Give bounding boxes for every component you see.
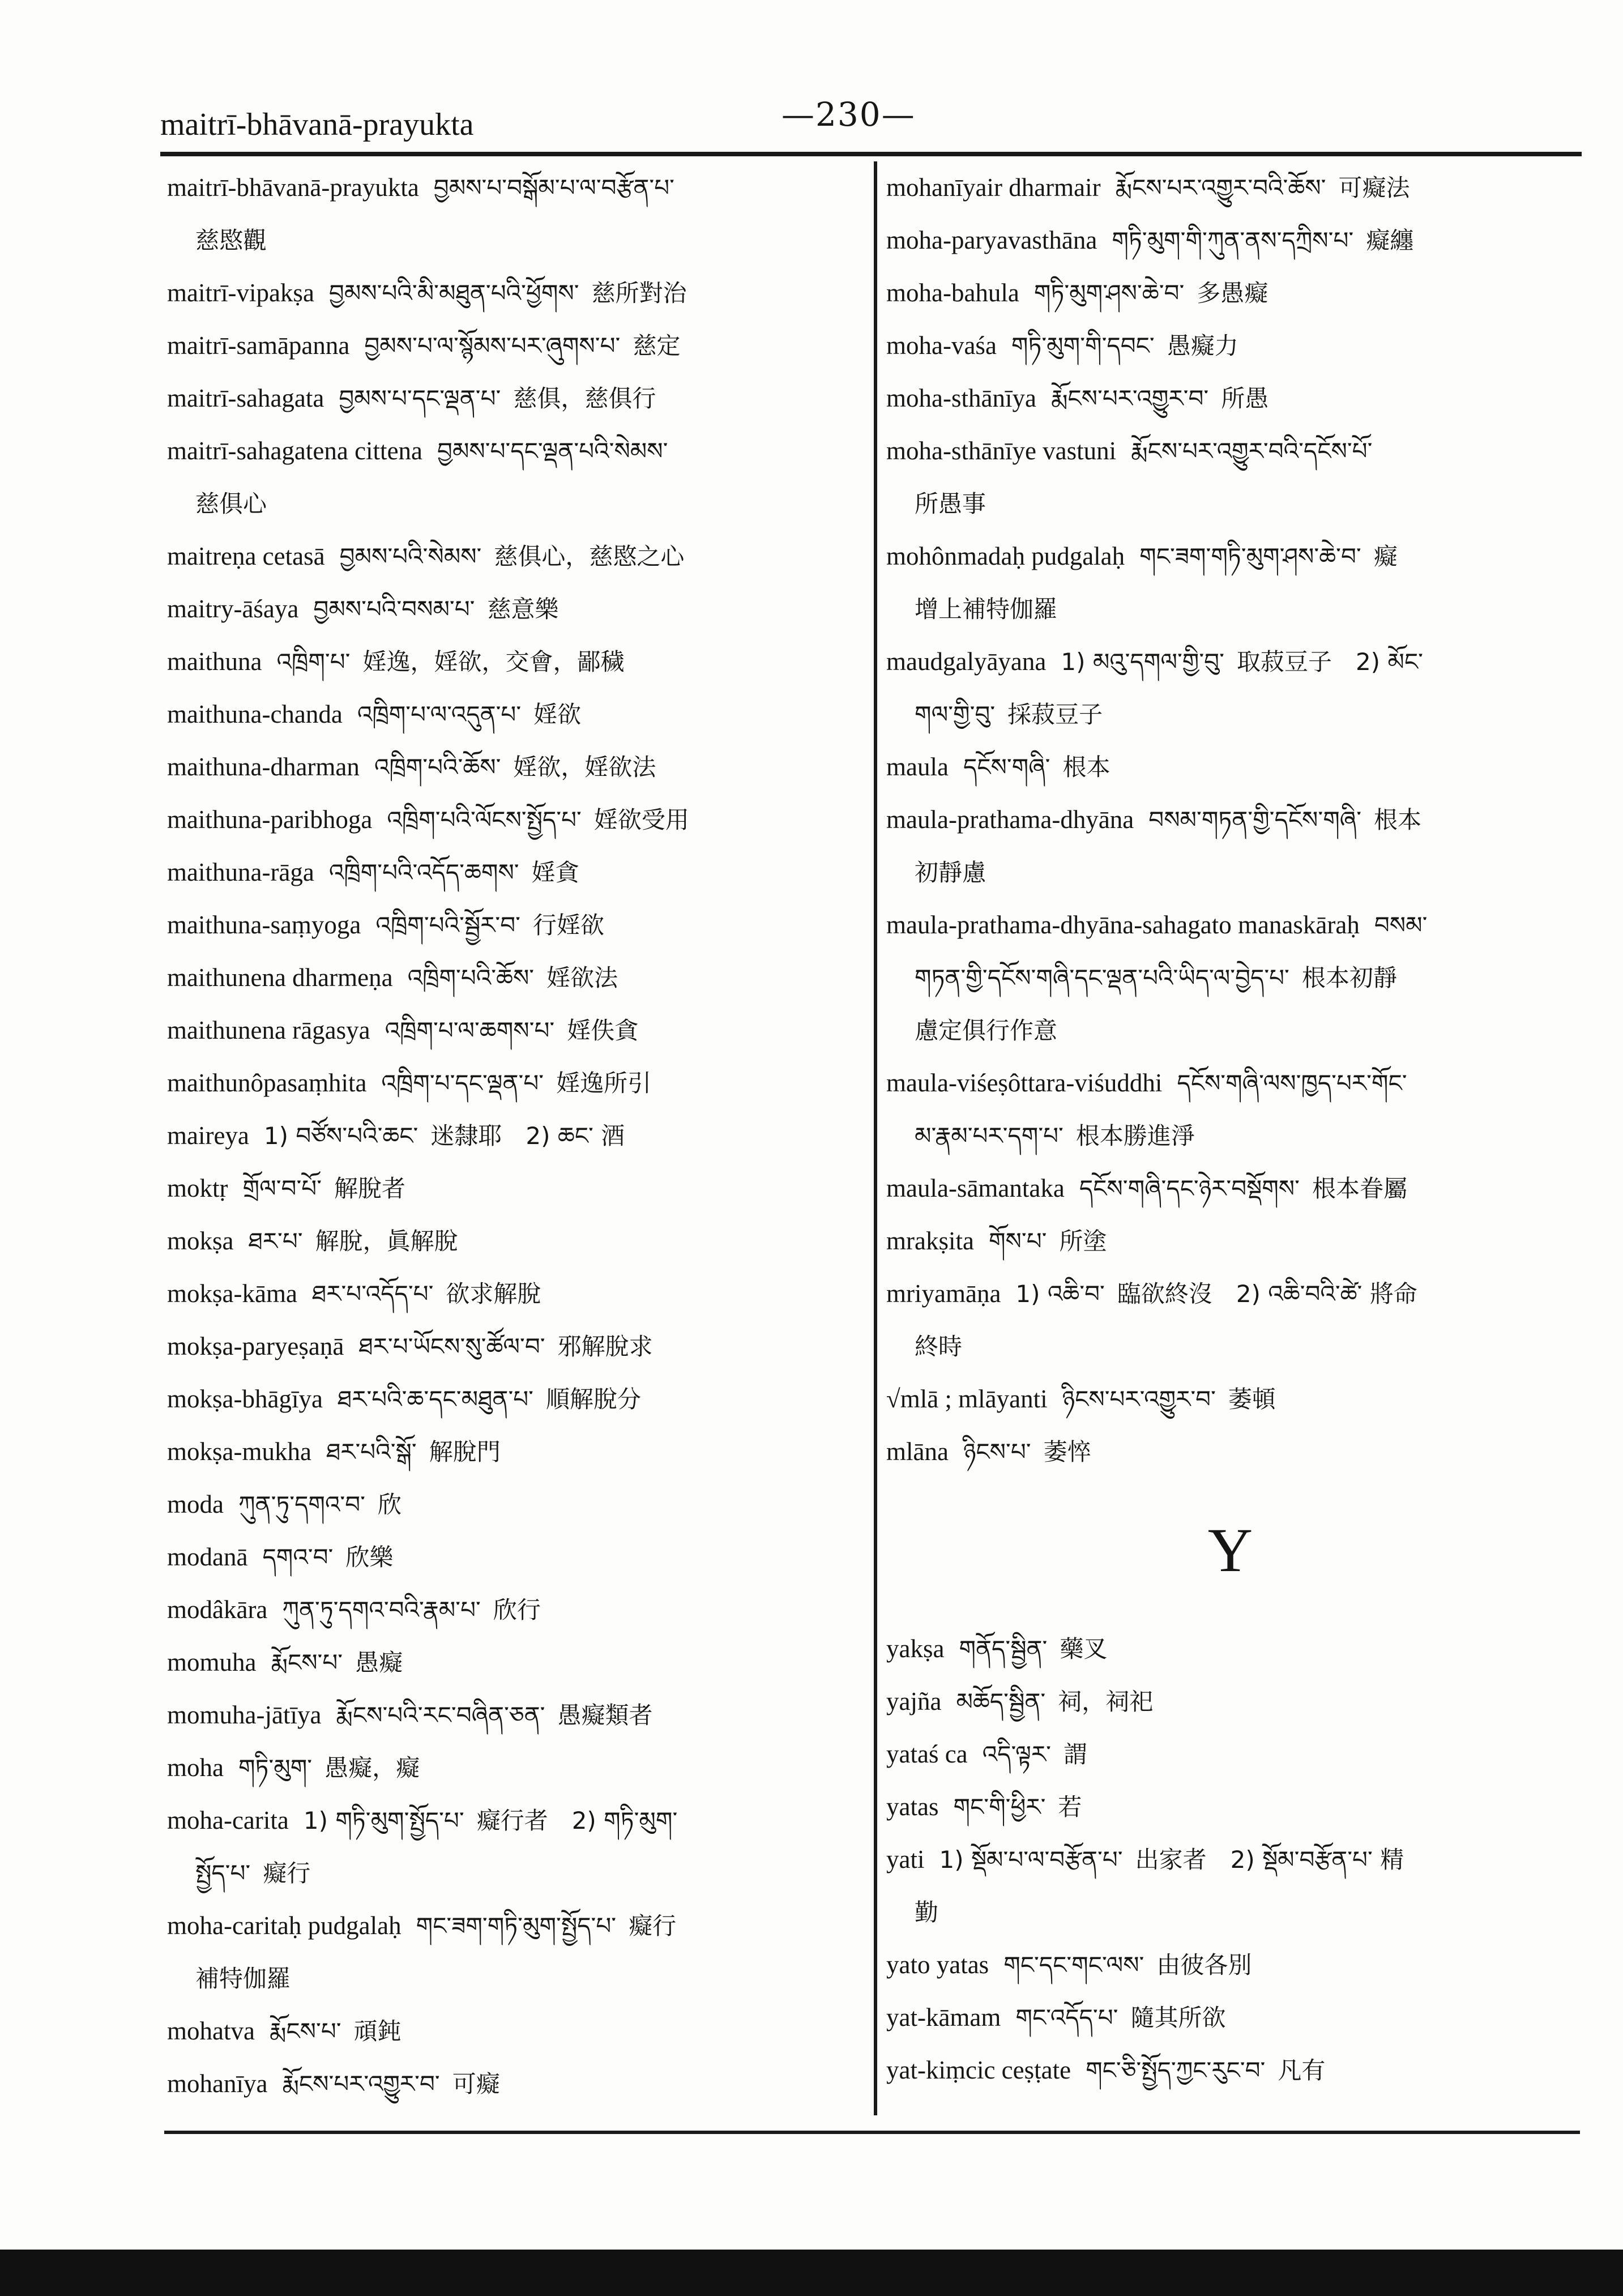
entry-chinese: 慮定俱行作意	[915, 1017, 1058, 1044]
entry-headword: maula	[886, 753, 949, 781]
dictionary-entry	[167, 1636, 855, 1689]
entry-headword: moha	[167, 1753, 224, 1782]
entry-tibetan: རྨོངས་པར་འགྱུར་བའི་ཆོས་	[1115, 174, 1326, 202]
entry-chinese: 所愚事	[915, 490, 986, 518]
entry-headword: maireya	[167, 1121, 249, 1150]
dictionary-entry	[886, 1833, 1574, 1886]
entry-headword: yajña	[886, 1687, 942, 1715]
entry-tibetan: ཐར་པ་ཡོངས་སུ་ཚོལ་བ་	[358, 1333, 545, 1360]
entry-tibetan: དངོས་གཞི་	[963, 753, 1050, 781]
entry-headword: mokṣa-bhāgīya	[167, 1385, 323, 1413]
entry-chinese: 取菽豆子 2) མོང་	[1236, 648, 1423, 676]
entry-continuation-line	[167, 214, 855, 267]
entry-chinese: 萎悴	[1043, 1438, 1091, 1466]
entry-chinese: 所愚	[1221, 385, 1269, 412]
entry-chinese: 根本初靜	[1301, 964, 1397, 992]
entry-tibetan: གོས་པ་	[988, 1227, 1047, 1255]
entry-tibetan: བྱམས་པའི་སེམས་	[339, 543, 482, 570]
dictionary-entry	[886, 214, 1574, 267]
entry-tibetan: ཐར་པའི་སྒོ་	[326, 1438, 417, 1466]
entry-tibetan: བྱམས་པ་དང་ལྡན་པའི་སེམས་	[437, 437, 668, 465]
dictionary-entry	[167, 1057, 855, 1109]
entry-tibetan: བྱམས་པ་ལ་སྙོམས་པར་ཞུགས་པ་	[364, 332, 621, 360]
entry-chinese: 根本眷屬	[1312, 1175, 1407, 1202]
dictionary-entry	[886, 1268, 1574, 1320]
entry-tibetan: རྨོངས་པ་	[271, 1649, 343, 1676]
entry-headword: maithunena dharmeṇa	[167, 963, 393, 992]
entry-chinese: 可癡	[452, 2070, 500, 2098]
entry-chinese: 愚癡力	[1167, 332, 1238, 360]
entry-chinese: 補特伽羅	[195, 1965, 291, 1992]
dictionary-entry	[167, 1320, 855, 1373]
entry-tibetan: 1) གཏི་མུག་སྤྱོད་པ་	[303, 1807, 464, 1834]
entry-continuation-line	[886, 846, 1574, 899]
dictionary-entry	[167, 1373, 855, 1426]
entry-tibetan: འཁྲིག་པ་དང་ལྡན་པ་	[381, 1069, 544, 1097]
entry-chinese: 邪解脫求	[557, 1333, 653, 1360]
entry-headword: maithuna-chanda	[167, 700, 343, 728]
entry-tibetan: 1) བཙོས་པའི་ཆང་	[263, 1122, 418, 1150]
dictionary-entry	[886, 372, 1574, 425]
top-rule	[160, 152, 1582, 156]
dictionary-entry	[167, 741, 855, 793]
entry-headword: mriyamāṇa	[886, 1279, 1001, 1308]
entry-continuation-line	[167, 477, 855, 530]
dictionary-entry	[886, 1373, 1574, 1426]
entry-tibetan: རྨོངས་པའི་རང་བཞིན་ཅན་	[336, 1701, 545, 1729]
dictionary-entry	[167, 1794, 855, 1847]
entry-tibetan: བསམ་གཏན་གྱི་དངོས་གཞི་	[1148, 806, 1362, 834]
running-head: maitrī-bhāvanā-prayukta	[160, 107, 474, 142]
entry-headword: maithuna-paribhoga	[167, 805, 373, 834]
entry-tibetan: གང་གི་ཕྱིར་	[953, 1793, 1046, 1821]
dictionary-entry	[886, 1215, 1574, 1268]
dictionary-entry	[167, 1426, 855, 1478]
right-column	[886, 161, 1574, 2097]
entry-tibetan: ཀུན་ཏུ་དགའ་བ་	[238, 1491, 365, 1518]
dictionary-entry	[167, 1109, 855, 1162]
entry-tibetan: བསམ་	[1374, 911, 1428, 939]
entry-chinese: 婬逸所引	[556, 1069, 652, 1097]
left-column	[167, 161, 855, 2110]
entry-headword: yatas	[886, 1793, 939, 1821]
entry-tibetan: གཏི་མུག་	[238, 1754, 313, 1782]
dictionary-entry	[167, 1268, 855, 1320]
entry-headword: maula-sāmantaka	[886, 1174, 1065, 1202]
entry-chinese: 婬欲法	[546, 964, 618, 992]
entry-chinese: 慈所對治	[591, 279, 687, 307]
entry-headword: mokṣa-kāma	[167, 1279, 297, 1308]
entry-tibetan: 1) མའུ་དགལ་གྱི་བུ་	[1061, 648, 1224, 676]
entry-headword: maitry-āśaya	[167, 595, 299, 623]
entry-tibetan: ཉིངས་པར་འགྱུར་བ་	[1062, 1385, 1216, 1413]
entry-headword: momuha-jātīya	[167, 1701, 322, 1729]
entry-chinese: 凡有	[1278, 2056, 1326, 2084]
entry-tibetan: དངོས་གཞི་དང་ཉེར་བསྡོགས་	[1079, 1175, 1300, 1202]
right-column-m-entries	[886, 161, 1574, 1478]
entry-headword: moha-carita	[167, 1806, 289, 1834]
entry-headword: maitreṇa cetasā	[167, 542, 325, 570]
entry-chinese: 行婬欲	[532, 911, 604, 939]
right-column-y-entries	[886, 1623, 1574, 2097]
entry-headword: mlāna	[886, 1437, 949, 1466]
entry-chinese: 愚癡	[355, 1649, 403, 1676]
entry-chinese: 順解脫分	[546, 1385, 642, 1413]
entry-tibetan: འཁྲིག་པའི་འདོད་ཆགས་	[328, 859, 519, 886]
dictionary-entry	[167, 319, 855, 372]
entry-chinese: 頑鈍	[353, 2017, 402, 2045]
entry-headword: √mlā ; mlāyanti	[886, 1385, 1048, 1413]
entry-chinese: 謂	[1063, 1740, 1087, 1768]
dictionary-entry	[167, 2005, 855, 2058]
entry-headword: yato yatas	[886, 1951, 989, 1979]
entry-chinese: 欲求解脫	[446, 1280, 541, 1308]
entry-tibetan: བྱམས་པའི་མི་མཐུན་པའི་ཕྱོགས་	[328, 279, 579, 307]
dictionary-entry	[167, 635, 855, 688]
dictionary-entry	[167, 267, 855, 319]
dictionary-entry	[167, 1900, 855, 1952]
entry-chinese: 出家者 2) སྡོམ་བརྩོན་པ་ 精	[1135, 1846, 1404, 1873]
entry-tibetan: གང་དང་གང་ལས་	[1003, 1951, 1144, 1979]
dictionary-entry	[167, 2058, 855, 2110]
entry-headword: maithunôpasaṃhita	[167, 1069, 367, 1097]
entry-chinese: 解脫，眞解脫	[315, 1227, 458, 1255]
entry-headword: mrakṣita	[886, 1227, 974, 1255]
entry-tibetan: རྨོངས་པར་འགྱུར་བ་	[1050, 385, 1209, 412]
entry-headword: mohanīya	[167, 2069, 268, 2098]
dictionary-entry	[167, 1162, 855, 1215]
entry-chinese: 欣行	[493, 1596, 541, 1624]
entry-tibetan: གནོད་སྦྱིན་	[959, 1635, 1048, 1663]
dictionary-entry	[167, 1689, 855, 1742]
entry-continuation-line	[886, 951, 1574, 1004]
dictionary-entry	[167, 425, 855, 477]
entry-chinese: 癡纏	[1366, 227, 1414, 254]
dictionary-entry	[886, 1426, 1574, 1478]
entry-headword: moha-caritaḥ pudgalaḥ	[167, 1911, 402, 1940]
entry-headword: modanā	[167, 1543, 248, 1571]
entry-chinese: 婬欲	[533, 701, 582, 728]
entry-continuation-line	[167, 1847, 855, 1900]
entry-headword: maitrī-sahagata	[167, 384, 324, 412]
entry-chinese: 慈俱心，慈愍之心	[494, 543, 685, 570]
dictionary-entry	[167, 583, 855, 635]
entry-chinese: 藥叉	[1060, 1635, 1108, 1663]
entry-chinese: 慈俱，慈俱行	[513, 385, 656, 412]
entry-tibetan: གཏན་གྱི་དངོས་གཞི་དང་ལྡན་པའི་ཡིད་ལ་བྱེད་པ་	[915, 964, 1289, 992]
entry-chinese: 所塗	[1059, 1227, 1107, 1255]
entry-chinese: 終時	[915, 1333, 963, 1360]
entry-headword: moda	[167, 1490, 224, 1518]
entry-headword: yakṣa	[886, 1634, 945, 1663]
entry-headword: maitrī-samāpanna	[167, 331, 350, 360]
entry-tibetan: རྨོངས་པ་	[269, 2017, 341, 2045]
page-number: —230—	[781, 95, 916, 134]
entry-chinese: 慈定	[633, 332, 681, 360]
bottom-rule	[164, 2131, 1580, 2134]
entry-chinese: 婬逸，婬欲，交會，鄙穢	[362, 648, 625, 676]
entry-headword: maula-prathama-dhyāna	[886, 805, 1134, 834]
entry-tibetan: 1) སྡོམ་པ་ལ་བརྩོན་པ་	[939, 1846, 1123, 1873]
entry-chinese: 初靜慮	[915, 859, 986, 886]
entry-chinese: 慈愍觀	[195, 227, 267, 254]
dictionary-entry	[886, 161, 1574, 214]
dictionary-entry	[886, 1991, 1574, 2044]
dictionary-entry	[886, 793, 1574, 846]
entry-chinese: 隨其所欲	[1130, 2004, 1226, 2032]
entry-continuation-line	[886, 477, 1574, 530]
entry-chinese: 婬佚貪	[567, 1017, 639, 1044]
entry-chinese: 解脫者	[334, 1175, 406, 1202]
dictionary-entry	[886, 2044, 1574, 2097]
entry-chinese: 慈俱心	[195, 490, 267, 518]
entry-headword: maithuna-saṃyoga	[167, 911, 361, 939]
entry-chinese: 癡行者 2) གཏི་མུག་	[476, 1807, 678, 1834]
dictionary-entry	[886, 530, 1574, 583]
entry-tibetan: བྱམས་པའི་བསམ་པ་	[313, 595, 475, 623]
entry-headword: mokṣa	[167, 1227, 234, 1255]
entry-tibetan: བྱམས་པ་བསྒོམ་པ་ལ་བརྩོན་པ་	[433, 174, 674, 202]
entry-chinese: 可癡法	[1338, 174, 1410, 202]
entry-chinese: 萎頓	[1228, 1385, 1276, 1413]
entry-headword: moha-paryavasthāna	[886, 226, 1097, 254]
dictionary-entry	[886, 1162, 1574, 1215]
entry-tibetan: མཆོད་སྦྱིན་	[956, 1688, 1046, 1715]
dictionary-entry	[167, 951, 855, 1004]
entry-continuation-line	[886, 1886, 1574, 1939]
entry-continuation-line	[886, 688, 1574, 741]
entry-tibetan: 1) འཆི་བ་	[1015, 1280, 1105, 1308]
dictionary-entry	[167, 372, 855, 425]
entry-tibetan: གཏི་མུག་ཤས་ཆེ་བ་	[1033, 279, 1185, 307]
entry-chinese: 迷隸耶 2) ཆང་ 酒	[430, 1122, 625, 1150]
entry-headword: mohatva	[167, 2017, 255, 2045]
entry-tibetan: དགའ་བ་	[262, 1543, 334, 1571]
entry-tibetan: འཁྲིག་པའི་ཆོས་	[407, 964, 535, 992]
entry-headword: maitrī-bhāvanā-prayukta	[167, 173, 419, 202]
entry-headword: moktṛ	[167, 1174, 228, 1202]
entry-tibetan: ཉིངས་པ་	[963, 1438, 1031, 1466]
entry-tibetan: ཐར་པའི་ཆ་དང་མཐུན་པ་	[337, 1385, 534, 1413]
entry-headword: maithuna-dharman	[167, 753, 360, 781]
entry-chinese: 根本	[1062, 753, 1111, 781]
dictionary-entry	[886, 425, 1574, 477]
entry-chinese: 愚癡類者	[557, 1701, 653, 1729]
entry-tibetan: གང་འདོད་པ་	[1015, 2004, 1118, 2032]
entry-headword: maudgalyāyana	[886, 647, 1047, 676]
entry-headword: maula-viśeṣôttara-viśuddhi	[886, 1069, 1163, 1097]
entry-tibetan: འཁྲིག་པ་	[276, 648, 351, 676]
column-divider	[874, 161, 877, 2115]
entry-tibetan: གང་ཟག་གཏི་མུག་ཤས་ཆེ་བ་	[1139, 543, 1361, 570]
entry-chinese: 祠，祠祀	[1058, 1688, 1154, 1715]
dictionary-entry	[886, 319, 1574, 372]
dictionary-entry	[167, 793, 855, 846]
entry-headword: mokṣa-paryeṣaṇā	[167, 1332, 344, 1360]
dictionary-entry	[167, 1215, 855, 1268]
dictionary-entry	[886, 635, 1574, 688]
entry-headword: moha-vaśa	[886, 331, 997, 360]
entry-headword: moha-bahula	[886, 279, 1019, 307]
entry-tibetan: མ་རྣམ་པར་དག་པ་	[915, 1122, 1064, 1150]
entry-chinese: 若	[1058, 1793, 1082, 1821]
entry-chinese: 欣	[377, 1491, 402, 1518]
entry-chinese: 愚癡，癡	[324, 1754, 420, 1782]
entry-chinese: 婬欲受用	[593, 806, 689, 834]
entry-continuation-line	[167, 1952, 855, 2005]
entry-chinese: 增上補特伽羅	[915, 595, 1058, 623]
scan-edge-band	[0, 2250, 1623, 2296]
entry-chinese: 根本勝進淨	[1075, 1122, 1195, 1150]
entry-chinese: 婬欲，婬欲法	[513, 753, 656, 781]
entry-tibetan: ཐར་པ་	[248, 1227, 303, 1255]
entry-chinese: 癡行	[629, 1912, 677, 1940]
entry-chinese: 根本	[1374, 806, 1422, 834]
entry-headword: yat-kāmam	[886, 2003, 1001, 2032]
dictionary-entry	[167, 161, 855, 214]
entry-chinese: 慈意樂	[487, 595, 559, 623]
entry-continuation-line	[886, 1004, 1574, 1057]
dictionary-entry	[167, 1742, 855, 1794]
entry-chinese: 婬貪	[531, 859, 579, 886]
entry-tibetan: གང་ཅི་སྤྱོད་ཀྱང་རུང་བ་	[1086, 2056, 1266, 2084]
entry-tibetan: འཁྲིག་པ་ལ་འདུན་པ་	[357, 701, 522, 728]
entry-headword: maitrī-sahagatena cittena	[167, 437, 423, 465]
dictionary-entry	[886, 267, 1574, 319]
entry-continuation-line	[886, 583, 1574, 635]
section-letter: Y	[1207, 1516, 1253, 1585]
entry-tibetan: གལ་གྱི་བུ་	[915, 701, 996, 728]
entry-headword: maithunena rāgasya	[167, 1016, 370, 1044]
entry-tibetan: བྱམས་པ་དང་ལྡན་པ་	[339, 385, 501, 412]
entry-chinese: 多愚癡	[1197, 279, 1268, 307]
entry-continuation-line	[886, 1320, 1574, 1373]
entry-chinese: 癡	[1373, 543, 1398, 570]
dictionary-entry	[167, 1004, 855, 1057]
entry-headword: maula-prathama-dhyāna-sahagato manaskāraḥ	[886, 911, 1360, 939]
entry-chinese: 解脫門	[429, 1438, 501, 1466]
entry-tibetan: ཀུན་ཏུ་དགའ་བའི་རྣམ་པ་	[282, 1596, 481, 1624]
entry-chinese: 勤	[915, 1898, 939, 1926]
entry-headword: modâkāra	[167, 1595, 268, 1624]
dictionary-entry	[886, 1623, 1574, 1675]
dictionary-entry	[167, 1478, 855, 1531]
entry-headword: yat-kiṃcic ceṣṭate	[886, 2056, 1071, 2084]
entry-headword: moha-sthānīya	[886, 384, 1036, 412]
entry-tibetan: འཁྲིག་པའི་ལོངས་སྤྱོད་པ་	[387, 806, 582, 834]
entry-headword: maithuna	[167, 647, 262, 676]
entry-chinese: 欣樂	[345, 1543, 394, 1571]
entry-headword: maitrī-vipakṣa	[167, 279, 314, 307]
entry-tibetan: རྨོངས་པར་འགྱུར་བའི་དངོས་པོ་	[1131, 437, 1373, 465]
entry-headword: momuha	[167, 1648, 257, 1676]
entry-continuation-line	[886, 1109, 1574, 1162]
dictionary-entry	[886, 1728, 1574, 1781]
dictionary-entry	[167, 530, 855, 583]
entry-headword: moha-sthānīye vastuni	[886, 437, 1117, 465]
entry-headword: yataś ca	[886, 1740, 968, 1768]
entry-tibetan: གཏི་མུག་གི་ཀུན་ནས་དཀྲིས་པ་	[1112, 227, 1354, 254]
dictionary-entry	[167, 1531, 855, 1584]
entry-headword: yati	[886, 1845, 925, 1873]
entry-tibetan: འཁྲིག་པ་ལ་ཆགས་པ་	[385, 1017, 555, 1044]
entry-chinese: 由彼各別	[1156, 1951, 1252, 1979]
entry-tibetan: འཁྲིག་པའི་སྦྱོར་བ་	[375, 911, 520, 939]
dictionary-entry	[167, 688, 855, 741]
entry-chinese: 癡行	[263, 1859, 311, 1887]
dictionary-entry	[886, 1781, 1574, 1833]
entry-headword: mohônmadaḥ pudgalaḥ	[886, 542, 1125, 570]
entry-headword: maithuna-rāga	[167, 858, 314, 886]
entry-tibetan: གཏི་མུག་གི་དབང་	[1011, 332, 1155, 360]
dictionary-entry	[886, 741, 1574, 793]
dictionary-entry	[886, 1057, 1574, 1109]
entry-chinese: 採菽豆子	[1007, 701, 1103, 728]
entry-headword: mohanīyair dharmair	[886, 173, 1101, 202]
dictionary-entry	[167, 899, 855, 951]
entry-tibetan: སྤྱོད་པ་	[195, 1859, 251, 1887]
entry-tibetan: རྨོངས་པར་འགྱུར་བ་	[282, 2070, 440, 2098]
dictionary-entry	[886, 1939, 1574, 1991]
dictionary-entry	[886, 899, 1574, 951]
entry-tibetan: གྲོལ་བ་པོ་	[242, 1175, 322, 1202]
entry-headword: mokṣa-mukha	[167, 1437, 311, 1466]
dictionary-entry	[167, 846, 855, 899]
entry-tibetan: དངོས་གཞི་ལས་ཁྱད་པར་གོང་	[1177, 1069, 1407, 1097]
dictionary-entry	[886, 1675, 1574, 1728]
dictionary-entry	[167, 1584, 855, 1636]
entry-tibetan: ཐར་པ་འདོད་པ་	[311, 1280, 434, 1308]
entry-chinese: 臨欲終沒 2) འཆི་བའི་ཚེ་ 將命	[1117, 1280, 1417, 1308]
entry-tibetan: འཁྲིག་པའི་ཆོས་	[374, 753, 501, 781]
entry-tibetan: གང་ཟག་གཏི་མུག་སྤྱོད་པ་	[416, 1912, 617, 1940]
entry-tibetan: འདི་ལྟར་	[982, 1740, 1051, 1768]
